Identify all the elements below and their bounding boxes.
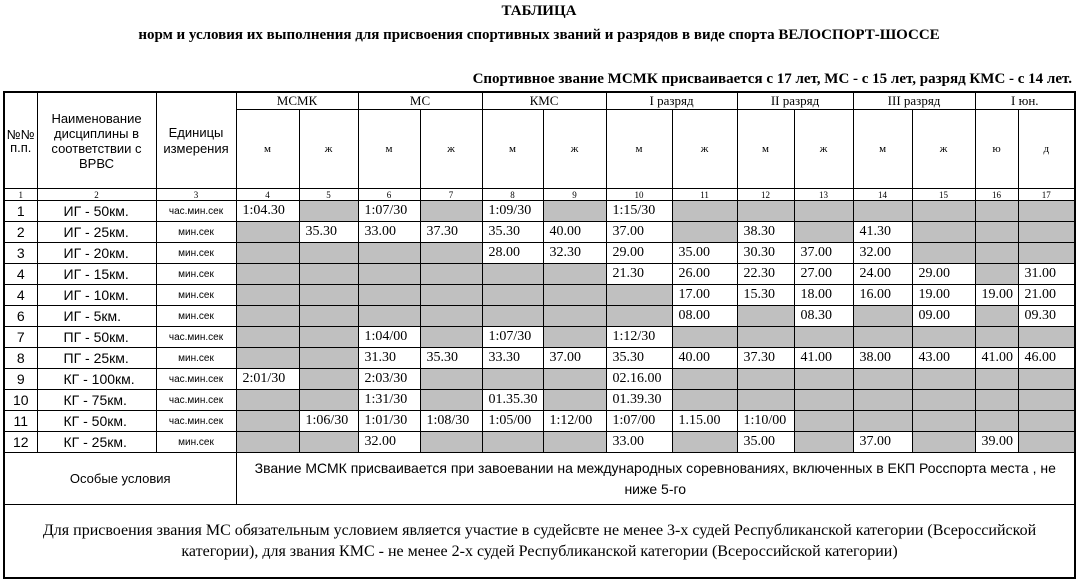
norm-cell: 19.00	[912, 285, 975, 306]
norm-cell: 16.00	[853, 285, 912, 306]
rank-header: МСМК	[236, 92, 358, 110]
norm-cell: 1:07/30	[482, 327, 543, 348]
norm-cell: 33.30	[482, 348, 543, 369]
norm-cell	[482, 264, 543, 285]
norm-cell	[912, 327, 975, 348]
norm-cell: 41.00	[794, 348, 853, 369]
norm-cell	[737, 390, 794, 411]
sex-header: д	[1018, 110, 1075, 189]
norm-cell: 37.30	[737, 348, 794, 369]
norm-cell: 21.00	[1018, 285, 1075, 306]
norm-cell	[543, 285, 606, 306]
column-index: 10	[606, 189, 672, 201]
norm-cell: 35.30	[606, 348, 672, 369]
norm-cell: 41.00	[975, 348, 1018, 369]
norm-cell	[975, 243, 1018, 264]
norm-cell	[975, 327, 1018, 348]
norm-cell: 1:15/30	[606, 201, 672, 222]
norm-cell: 35.30	[420, 348, 482, 369]
norm-cell	[1018, 390, 1075, 411]
norm-cell	[853, 327, 912, 348]
norm-cell	[299, 432, 358, 453]
row-number: 1	[4, 201, 37, 222]
column-index: 6	[358, 189, 420, 201]
norm-cell: 32.00	[358, 432, 420, 453]
norm-cell	[299, 285, 358, 306]
norm-cell: 33.00	[358, 222, 420, 243]
norm-cell: 31.00	[1018, 264, 1075, 285]
norm-cell: 32.00	[853, 243, 912, 264]
norm-cell	[420, 243, 482, 264]
norm-cell	[1018, 222, 1075, 243]
norm-cell	[299, 264, 358, 285]
row-discipline: КГ - 75км.	[37, 390, 156, 411]
norm-cell: 2:03/30	[358, 369, 420, 390]
norm-cell	[975, 222, 1018, 243]
norm-cell: 37.00	[853, 432, 912, 453]
row-unit: час.мин.сек	[156, 327, 236, 348]
norm-cell: 1:31/30	[358, 390, 420, 411]
norm-cell	[236, 243, 299, 264]
norm-cell	[672, 432, 737, 453]
norm-cell: 29.00	[912, 264, 975, 285]
sex-header: ж	[672, 110, 737, 189]
norm-cell	[975, 411, 1018, 432]
norm-cell	[236, 306, 299, 327]
row-number: 11	[4, 411, 37, 432]
column-index: 15	[912, 189, 975, 201]
table-row	[4, 285, 1075, 306]
sex-header: ж	[912, 110, 975, 189]
norm-cell	[1018, 411, 1075, 432]
norm-cell	[737, 306, 794, 327]
column-index: 1	[4, 189, 37, 201]
row-number: 2	[4, 222, 37, 243]
norm-cell	[543, 201, 606, 222]
norms-table	[3, 91, 1076, 579]
row-unit: час.мин.сек	[156, 369, 236, 390]
special-conditions-label: Особые условия	[4, 453, 236, 505]
norm-cell	[794, 411, 853, 432]
table-row	[4, 411, 1075, 432]
table-row	[4, 327, 1075, 348]
row-unit: мин.сек	[156, 243, 236, 264]
header-row-index	[4, 189, 1075, 201]
sex-header: м	[853, 110, 912, 189]
norm-cell: 1:08/30	[420, 411, 482, 432]
column-index: 9	[543, 189, 606, 201]
row-number: 4	[4, 285, 37, 306]
norm-cell: 1:01/30	[358, 411, 420, 432]
norm-cell: 1:09/30	[482, 201, 543, 222]
norm-cell	[420, 432, 482, 453]
norm-cell: 26.00	[672, 264, 737, 285]
row-discipline: ИГ - 25км.	[37, 222, 156, 243]
norm-cell	[672, 369, 737, 390]
table-row	[4, 306, 1075, 327]
row-discipline: КГ - 50км.	[37, 411, 156, 432]
norm-cell	[236, 348, 299, 369]
norm-cell	[737, 369, 794, 390]
norm-cell	[358, 306, 420, 327]
norm-cell	[420, 369, 482, 390]
norm-cell: 41.30	[853, 222, 912, 243]
norm-cell	[299, 348, 358, 369]
column-index: 4	[236, 189, 299, 201]
footer-row	[4, 505, 1075, 579]
norm-cell: 35.30	[299, 222, 358, 243]
row-unit: мин.сек	[156, 306, 236, 327]
norm-cell: 43.00	[912, 348, 975, 369]
norm-cell	[975, 390, 1018, 411]
norm-cell: 01.35.30	[482, 390, 543, 411]
norm-cell	[737, 327, 794, 348]
norm-cell	[794, 369, 853, 390]
header-num: №№ п.п.	[4, 92, 37, 189]
norm-cell	[672, 201, 737, 222]
table-row	[4, 243, 1075, 264]
row-unit: мин.сек	[156, 264, 236, 285]
norm-cell: 1:07/00	[606, 411, 672, 432]
norm-cell	[853, 390, 912, 411]
norm-cell	[299, 369, 358, 390]
page-subtitle: норм и условия их выполнения для присвоения спортивных званий и разрядов в виде спорта ВЕЛОСПОРТ-ШОССЕ	[138, 27, 940, 43]
row-discipline: ИГ - 5км.	[37, 306, 156, 327]
norm-cell: 08.30	[794, 306, 853, 327]
norm-cell: 46.00	[1018, 348, 1075, 369]
row-discipline: ИГ - 15км.	[37, 264, 156, 285]
sex-header: ж	[420, 110, 482, 189]
norm-cell	[236, 411, 299, 432]
norm-cell	[543, 306, 606, 327]
norm-cell	[543, 327, 606, 348]
norm-cell	[606, 285, 672, 306]
row-discipline: ИГ - 50км.	[37, 201, 156, 222]
rank-header: II разряд	[737, 92, 853, 110]
sex-header: ж	[299, 110, 358, 189]
column-index: 14	[853, 189, 912, 201]
norm-cell	[358, 243, 420, 264]
norm-cell	[482, 306, 543, 327]
row-discipline: ИГ - 20км.	[37, 243, 156, 264]
table-row	[4, 369, 1075, 390]
norm-cell	[420, 285, 482, 306]
norm-cell: 29.00	[606, 243, 672, 264]
norm-cell	[358, 285, 420, 306]
norm-cell: 1:10/00	[737, 411, 794, 432]
norm-cell: 31.30	[358, 348, 420, 369]
norm-cell	[420, 327, 482, 348]
norm-cell: 1.15.00	[672, 411, 737, 432]
norm-cell: 19.00	[975, 285, 1018, 306]
special-conditions-text: Звание МСМК присваивается при завоевании на международных соревнованиях, включенных в ЕКП Росспорта места , не ниже 5-го	[236, 453, 1075, 505]
rank-header: I разряд	[606, 92, 737, 110]
norm-cell: 35.00	[672, 243, 737, 264]
norm-cell	[794, 327, 853, 348]
row-number: 12	[4, 432, 37, 453]
norm-cell	[794, 390, 853, 411]
column-index: 7	[420, 189, 482, 201]
norm-cell	[236, 390, 299, 411]
row-unit: час.мин.сек	[156, 201, 236, 222]
sex-header: ю	[975, 110, 1018, 189]
norm-cell	[543, 369, 606, 390]
norm-cell	[737, 201, 794, 222]
norm-cell: 2:01/30	[236, 369, 299, 390]
row-number: 3	[4, 243, 37, 264]
column-index: 5	[299, 189, 358, 201]
norm-cell	[236, 327, 299, 348]
norm-cell	[1018, 432, 1075, 453]
norm-cell	[543, 264, 606, 285]
norm-cell	[482, 432, 543, 453]
norm-cell: 35.00	[737, 432, 794, 453]
sex-header: м	[737, 110, 794, 189]
special-conditions-row	[4, 453, 1075, 505]
header-row-ranks	[4, 92, 1075, 110]
norm-cell	[236, 432, 299, 453]
norm-cell: 08.00	[672, 306, 737, 327]
footer-note: Для присвоения звания МС обязательным условием является участие в судейсвте не менее 3-х судей Республиканской категории (Всероссийской категории), для звания КМС - не менее 2-х судей Республиканской категории (Всероссийской категории)	[4, 505, 1075, 579]
row-unit: час.мин.сек	[156, 390, 236, 411]
sex-header: м	[236, 110, 299, 189]
norm-cell	[975, 306, 1018, 327]
row-number: 9	[4, 369, 37, 390]
sex-header: м	[358, 110, 420, 189]
header-discipline: Наименование дисциплины в соответствии с ВРВС	[37, 92, 156, 189]
norm-cell	[606, 306, 672, 327]
rank-header: III разряд	[853, 92, 975, 110]
norm-cell	[853, 411, 912, 432]
norm-cell	[420, 390, 482, 411]
norm-cell	[912, 432, 975, 453]
rank-header: КМС	[482, 92, 606, 110]
norm-cell: 27.00	[794, 264, 853, 285]
norm-cell	[299, 327, 358, 348]
norm-cell	[794, 432, 853, 453]
norm-cell	[299, 306, 358, 327]
norm-cell: 32.30	[543, 243, 606, 264]
row-discipline: ИГ - 10км.	[37, 285, 156, 306]
norm-cell	[794, 201, 853, 222]
norm-cell	[420, 306, 482, 327]
row-number: 6	[4, 306, 37, 327]
table-row	[4, 432, 1075, 453]
column-index: 2	[37, 189, 156, 201]
norm-cell: 38.00	[853, 348, 912, 369]
row-number: 8	[4, 348, 37, 369]
norm-cell	[236, 285, 299, 306]
norm-cell	[236, 264, 299, 285]
norm-cell	[672, 222, 737, 243]
norm-cell: 30.30	[737, 243, 794, 264]
norm-cell: 37.30	[420, 222, 482, 243]
norm-cell	[912, 369, 975, 390]
column-index: 3	[156, 189, 236, 201]
row-unit: час.мин.сек	[156, 411, 236, 432]
norm-cell	[236, 222, 299, 243]
sex-header: ж	[794, 110, 853, 189]
norm-cell	[672, 327, 737, 348]
column-index: 16	[975, 189, 1018, 201]
norm-cell: 1:07/30	[358, 201, 420, 222]
column-index: 8	[482, 189, 543, 201]
norm-cell	[853, 201, 912, 222]
norm-cell: 38.30	[737, 222, 794, 243]
row-number: 7	[4, 327, 37, 348]
norm-cell	[420, 201, 482, 222]
table-row	[4, 222, 1075, 243]
norm-cell: 37.00	[606, 222, 672, 243]
norm-cell	[912, 222, 975, 243]
norm-cell	[543, 390, 606, 411]
norm-cell	[672, 390, 737, 411]
row-discipline: КГ - 25км.	[37, 432, 156, 453]
norm-cell	[912, 390, 975, 411]
norm-cell	[482, 369, 543, 390]
norm-cell	[912, 411, 975, 432]
norm-cell: 1:05/00	[482, 411, 543, 432]
norm-cell: 1:04.30	[236, 201, 299, 222]
rank-header: МС	[358, 92, 482, 110]
sex-header: ж	[543, 110, 606, 189]
norm-cell	[482, 285, 543, 306]
sex-header: м	[482, 110, 543, 189]
row-unit: мин.сек	[156, 432, 236, 453]
row-number: 10	[4, 390, 37, 411]
norm-cell	[853, 306, 912, 327]
column-index: 13	[794, 189, 853, 201]
norm-cell: 1:12/00	[543, 411, 606, 432]
norm-cell: 01.39.30	[606, 390, 672, 411]
table-row	[4, 348, 1075, 369]
norm-cell: 35.30	[482, 222, 543, 243]
column-index: 17	[1018, 189, 1075, 201]
rank-header: I юн.	[975, 92, 1075, 110]
norm-cell	[543, 432, 606, 453]
row-discipline: ПГ - 50км.	[37, 327, 156, 348]
norm-cell: 15.30	[737, 285, 794, 306]
header-units: Единицы измерения	[156, 92, 236, 189]
norm-cell: 09.00	[912, 306, 975, 327]
norm-cell: 40.00	[672, 348, 737, 369]
norm-cell	[975, 264, 1018, 285]
norm-cell: 02.16.00	[606, 369, 672, 390]
norm-cell	[1018, 327, 1075, 348]
norm-cell: 24.00	[853, 264, 912, 285]
norm-cell: 1:04/00	[358, 327, 420, 348]
table-row	[4, 264, 1075, 285]
norm-cell: 21.30	[606, 264, 672, 285]
norm-cell	[975, 201, 1018, 222]
row-number: 4	[4, 264, 37, 285]
norm-cell	[358, 264, 420, 285]
row-unit: мин.сек	[156, 348, 236, 369]
norm-cell: 09.30	[1018, 306, 1075, 327]
norm-cell	[912, 201, 975, 222]
norm-cell: 40.00	[543, 222, 606, 243]
norm-cell: 1:06/30	[299, 411, 358, 432]
row-discipline: ПГ - 25км.	[37, 348, 156, 369]
norm-cell	[975, 369, 1018, 390]
column-index: 12	[737, 189, 794, 201]
row-unit: мин.сек	[156, 285, 236, 306]
norm-cell	[299, 201, 358, 222]
norm-cell	[794, 222, 853, 243]
norm-cell	[1018, 369, 1075, 390]
norm-cell: 33.00	[606, 432, 672, 453]
norm-cell	[299, 390, 358, 411]
norm-cell: 18.00	[794, 285, 853, 306]
norm-cell	[853, 369, 912, 390]
norm-cell: 22.30	[737, 264, 794, 285]
table-row	[4, 201, 1075, 222]
norm-cell: 37.00	[543, 348, 606, 369]
table-row	[4, 390, 1075, 411]
norm-cell	[420, 264, 482, 285]
row-unit: мин.сек	[156, 222, 236, 243]
norm-cell: 28.00	[482, 243, 543, 264]
column-index: 11	[672, 189, 737, 201]
norm-cell	[912, 243, 975, 264]
norm-cell	[1018, 243, 1075, 264]
norm-cell: 1:12/30	[606, 327, 672, 348]
norm-cell: 17.00	[672, 285, 737, 306]
norm-cell: 37.00	[794, 243, 853, 264]
sex-header: м	[606, 110, 672, 189]
norm-cell	[299, 243, 358, 264]
norm-cell	[1018, 201, 1075, 222]
page-title: ТАБЛИЦА	[501, 3, 577, 19]
row-discipline: КГ - 100км.	[37, 369, 156, 390]
norm-cell: 39.00	[975, 432, 1018, 453]
age-note: Спортивное звание МСМК присваивается с 17 лет, МС - с 15 лет, разряд КМС - с 14 лет.	[472, 71, 1072, 87]
